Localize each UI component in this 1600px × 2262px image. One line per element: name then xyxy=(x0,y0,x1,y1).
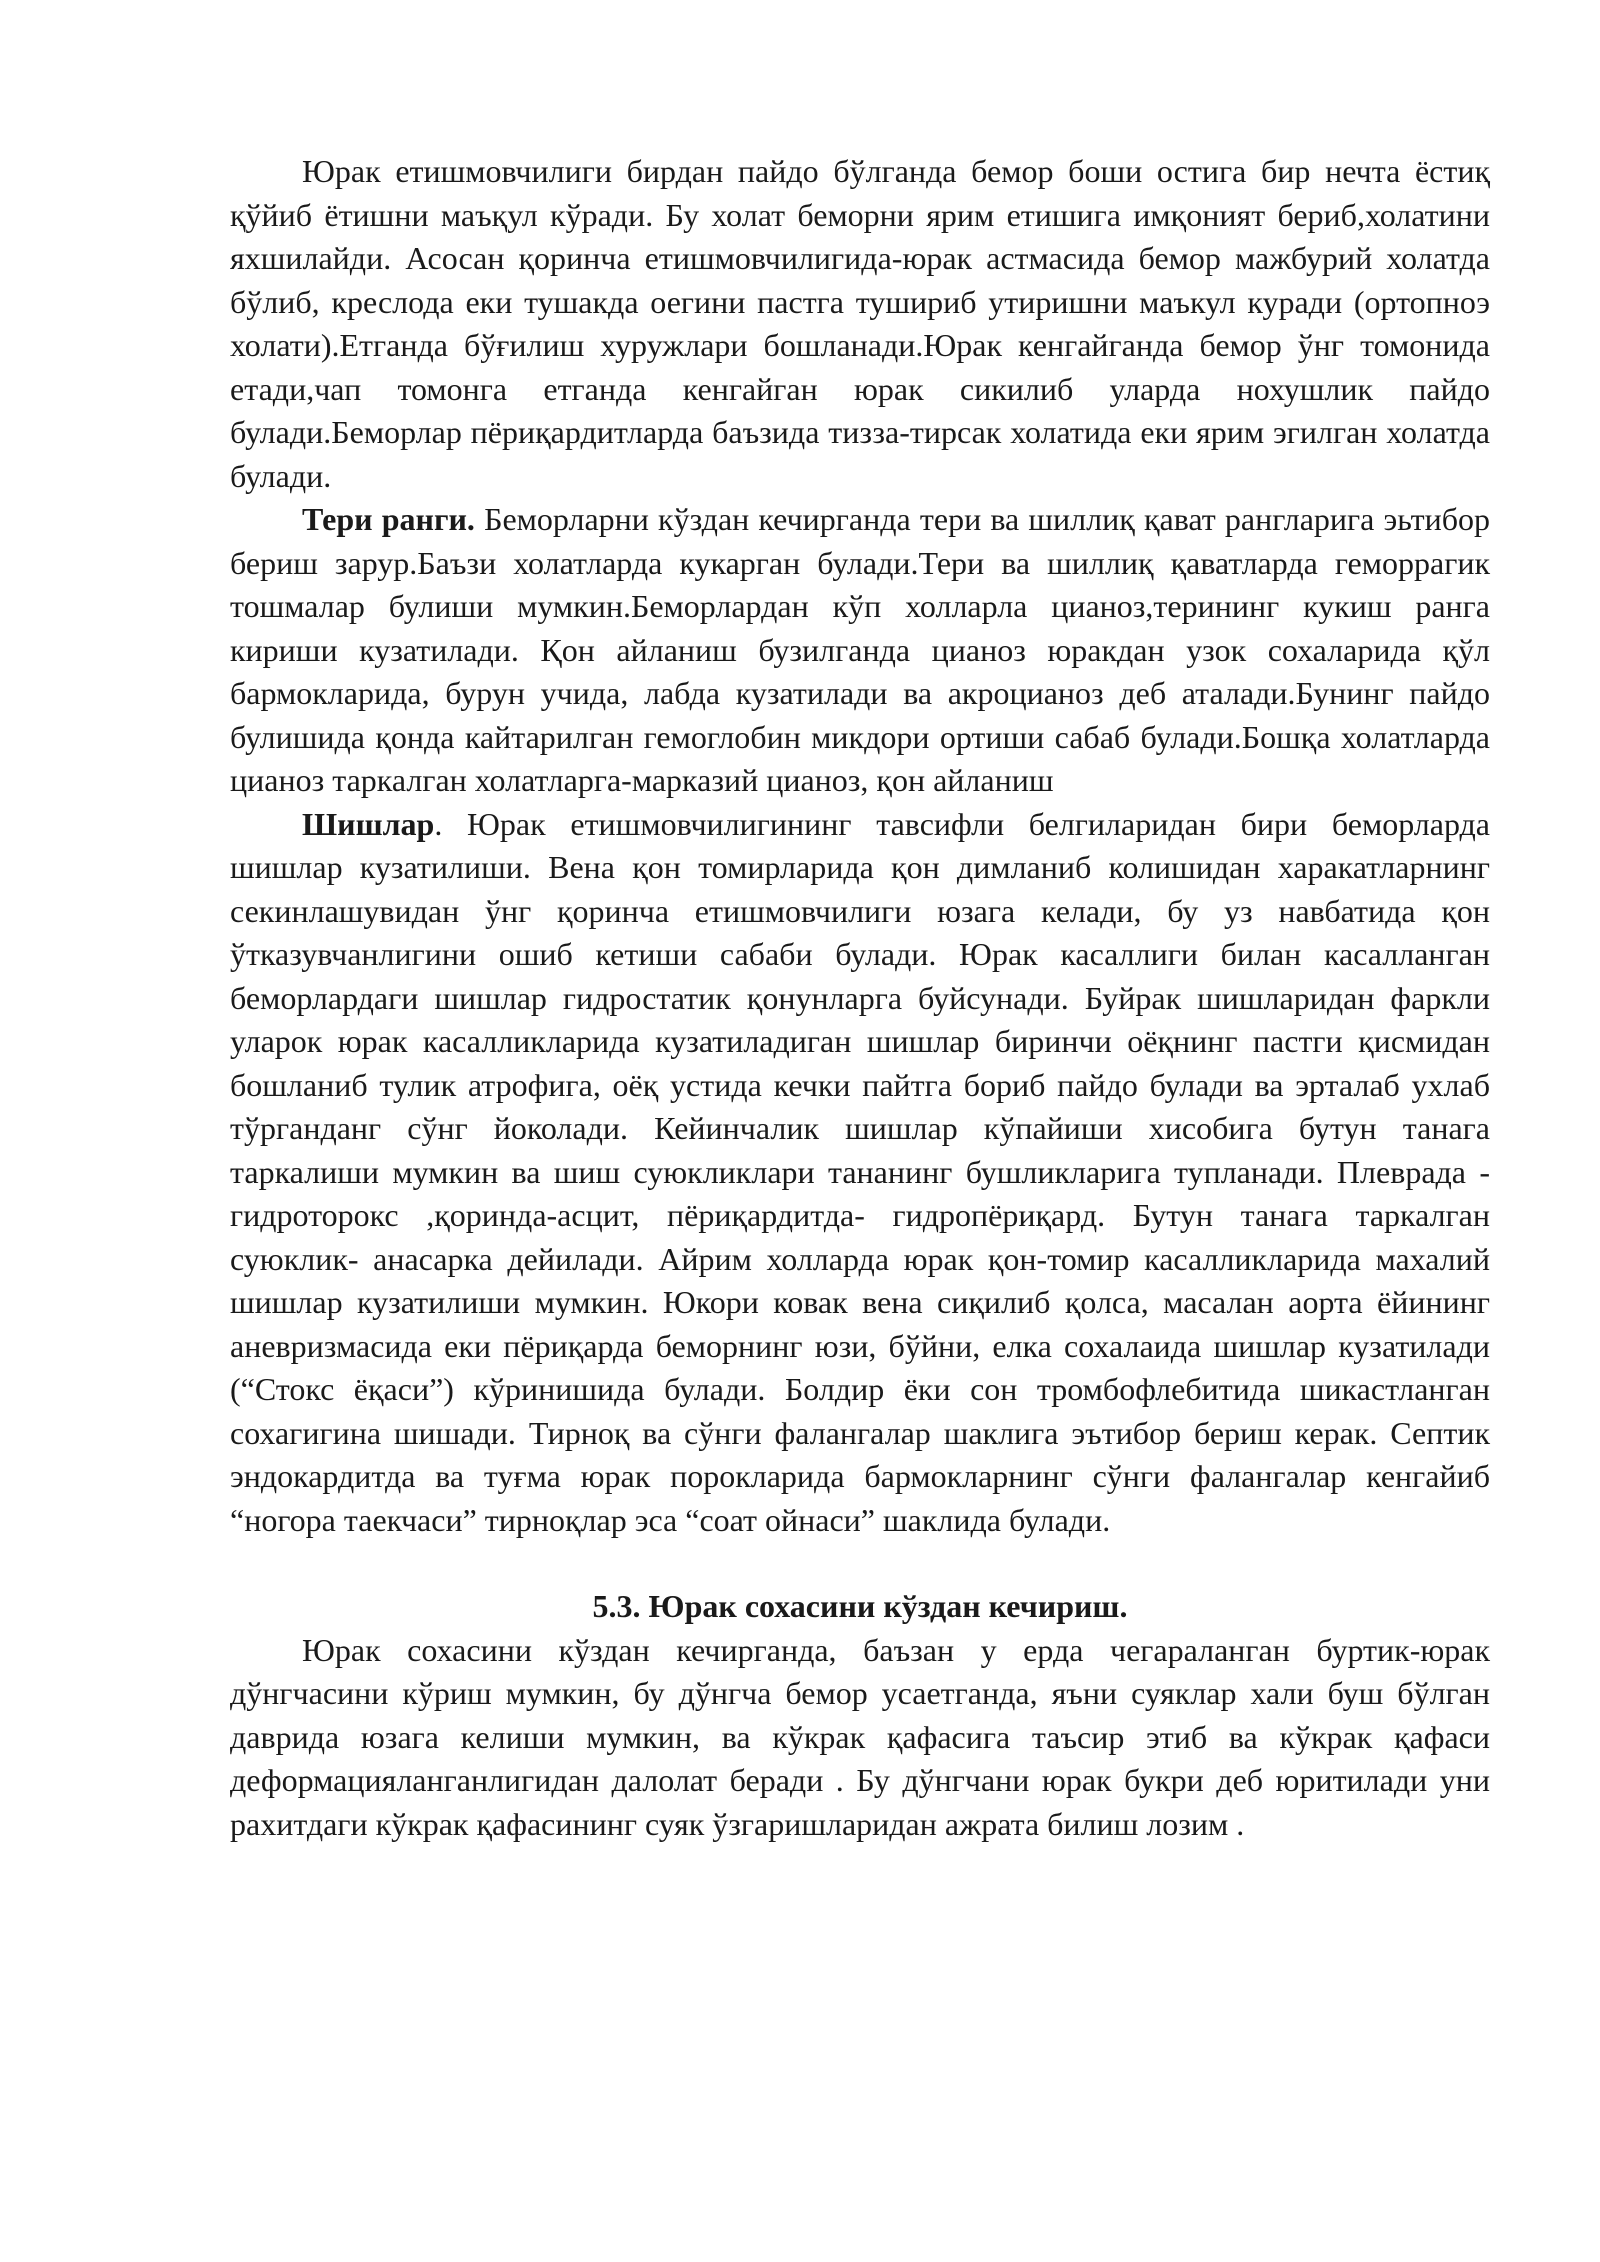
paragraph-lead-skin-color: Тери ранги. xyxy=(302,501,475,537)
paragraph-lead-edema: Шишлар xyxy=(302,805,435,842)
document-page xyxy=(230,150,1490,1846)
section-heading: 5.3. Юрак сохасини кўздан кечириш. xyxy=(592,1588,1128,1624)
paragraph-skin-color xyxy=(230,498,1490,803)
paragraph-text: . Юрак етишмовчилигининг тавсифли белгиларидан бири беморларда шишлар кузатилиши. Вена қон томирларида қон димланиб колишидан харакатларнинг секинлашувидан ўнг қоринча етишмовчилиги юзага келади, бу уз навбатида қон ўтказувчанлигини ошиб кетиши сабаби булади. Юрак касаллиги билан касалланган беморлардаги шишлар гидростатик қонунларга буйсунади. Буйрак шишларидан фаркли уларок юрак касалликларида кузатиладиган шишлар биринчи оёқнинг пастги қисмидан бошланиб тулик атрофига, оёқ устида кечки пайтга бориб пайдо булади ва эрталаб ухлаб тўрганданг сўнг йоколади. Кейинчалик шишлар кўпайиши хисобига бутун танага таркалиши мумкин ва шиш суюкликлари тананинг бушликларига тупланади. Плеврада - гидроторокс ,қоринда-асцит, пёриқардитда- гидропёриқард. Бутун танага таркалган суюклик- анасарка дейилади. Айрим холларда юрак қон-томир касалликларида махалий шишлар кузатилиши мумкин. Юкори ковак вена сиқилиб қолса, масалан аорта ёйининг аневризмасида еки пёриқарда беморнинг юзи, бўйни, елка сохалаида шишлар кузатилади (“Стокс ёқаси”) кўринишида булади. Болдир ёки сон тромбофлебитида шикастланган сохагигина шишади. Тирноқ ва сўнги фалангалар шаклига эътибор бериш керак. Септик эндокардитда ва туғма юрак порокларида бармокларнинг сўнги фалангалар кенгайиб “ногора таекчаси” тирноқлар эса “соат ойнаси” шаклида булади. xyxy=(230,805,1490,1538)
paragraph-text: Юрак етишмовчилиги бирдан пайдо бўлганда бемор боши остига бир нечта ёстиқ қўйиб ётишни маъқул кўради. Бу холат беморни ярим етишига имқоният бериб,холатини яхшилайди. Асосан қоринча етишмовчилигида-юрак астмасида бемор мажбурий холатда бўлиб, креслода еки тушакда оегини пастга тушириб утиришни маъкул куради (ортопноэ холати).Етганда бўғилиш хуружлари бошланади.Юрак кенгайганда бемор ўнг томонида етади,чап томонга етганда кенгайган юрак сикилиб уларда нохушлик пайдо булади.Беморлар пёриқардитларда баъзида тизза-тирсак холатида еки ярим эгилган холатда булади. xyxy=(230,153,1490,494)
paragraph-edema xyxy=(230,803,1490,1543)
paragraph-heart-region xyxy=(230,1629,1490,1847)
paragraph-text: Юрак сохасини кўздан кечирганда, баъзан у ерда чегараланган буртик-юрак дўнгчасини кўриш мумкин, бу дўнгча бемор усаетганда, яъни суяклар хали буш бўлган даврида юзага келиши мумкин, ва кўкрак қафасига таъсир этиб ва кўкрак қафаси деформацияланганлигидан далолат беради . Бу дўнгчани юрак букри деб юритилади уни рахитдаги кўкрак қафасининг суяк ўзгаришларидан ажрата билиш лозим . xyxy=(230,1631,1490,1842)
paragraph-heart-failure-position xyxy=(230,150,1490,498)
paragraph-text: Беморларни кўздан кечирганда тери ва шиллиқ қават рангларига эьтибор бериш зарур.Баъзи холатларда кукарган булади.Тери ва шиллиқ қаватларда геморрагик тошмалар булиши мумкин.Беморлардан кўп холларла цианоз,терининг кукиш ранга кириши кузатилади. Қон айланиш бузилганда цианоз юракдан узок сохаларида қўл бармокларида, бурун учида, лабда кузатилади ва акроцианоз деб аталади.Бунинг пайдо булишида қонда кайтарилган гемоглобин микдори ортиши сабаб булади.Бошқа холатларда цианоз таркалган холатларга-марказий цианоз, қон айланиш xyxy=(230,501,1491,798)
